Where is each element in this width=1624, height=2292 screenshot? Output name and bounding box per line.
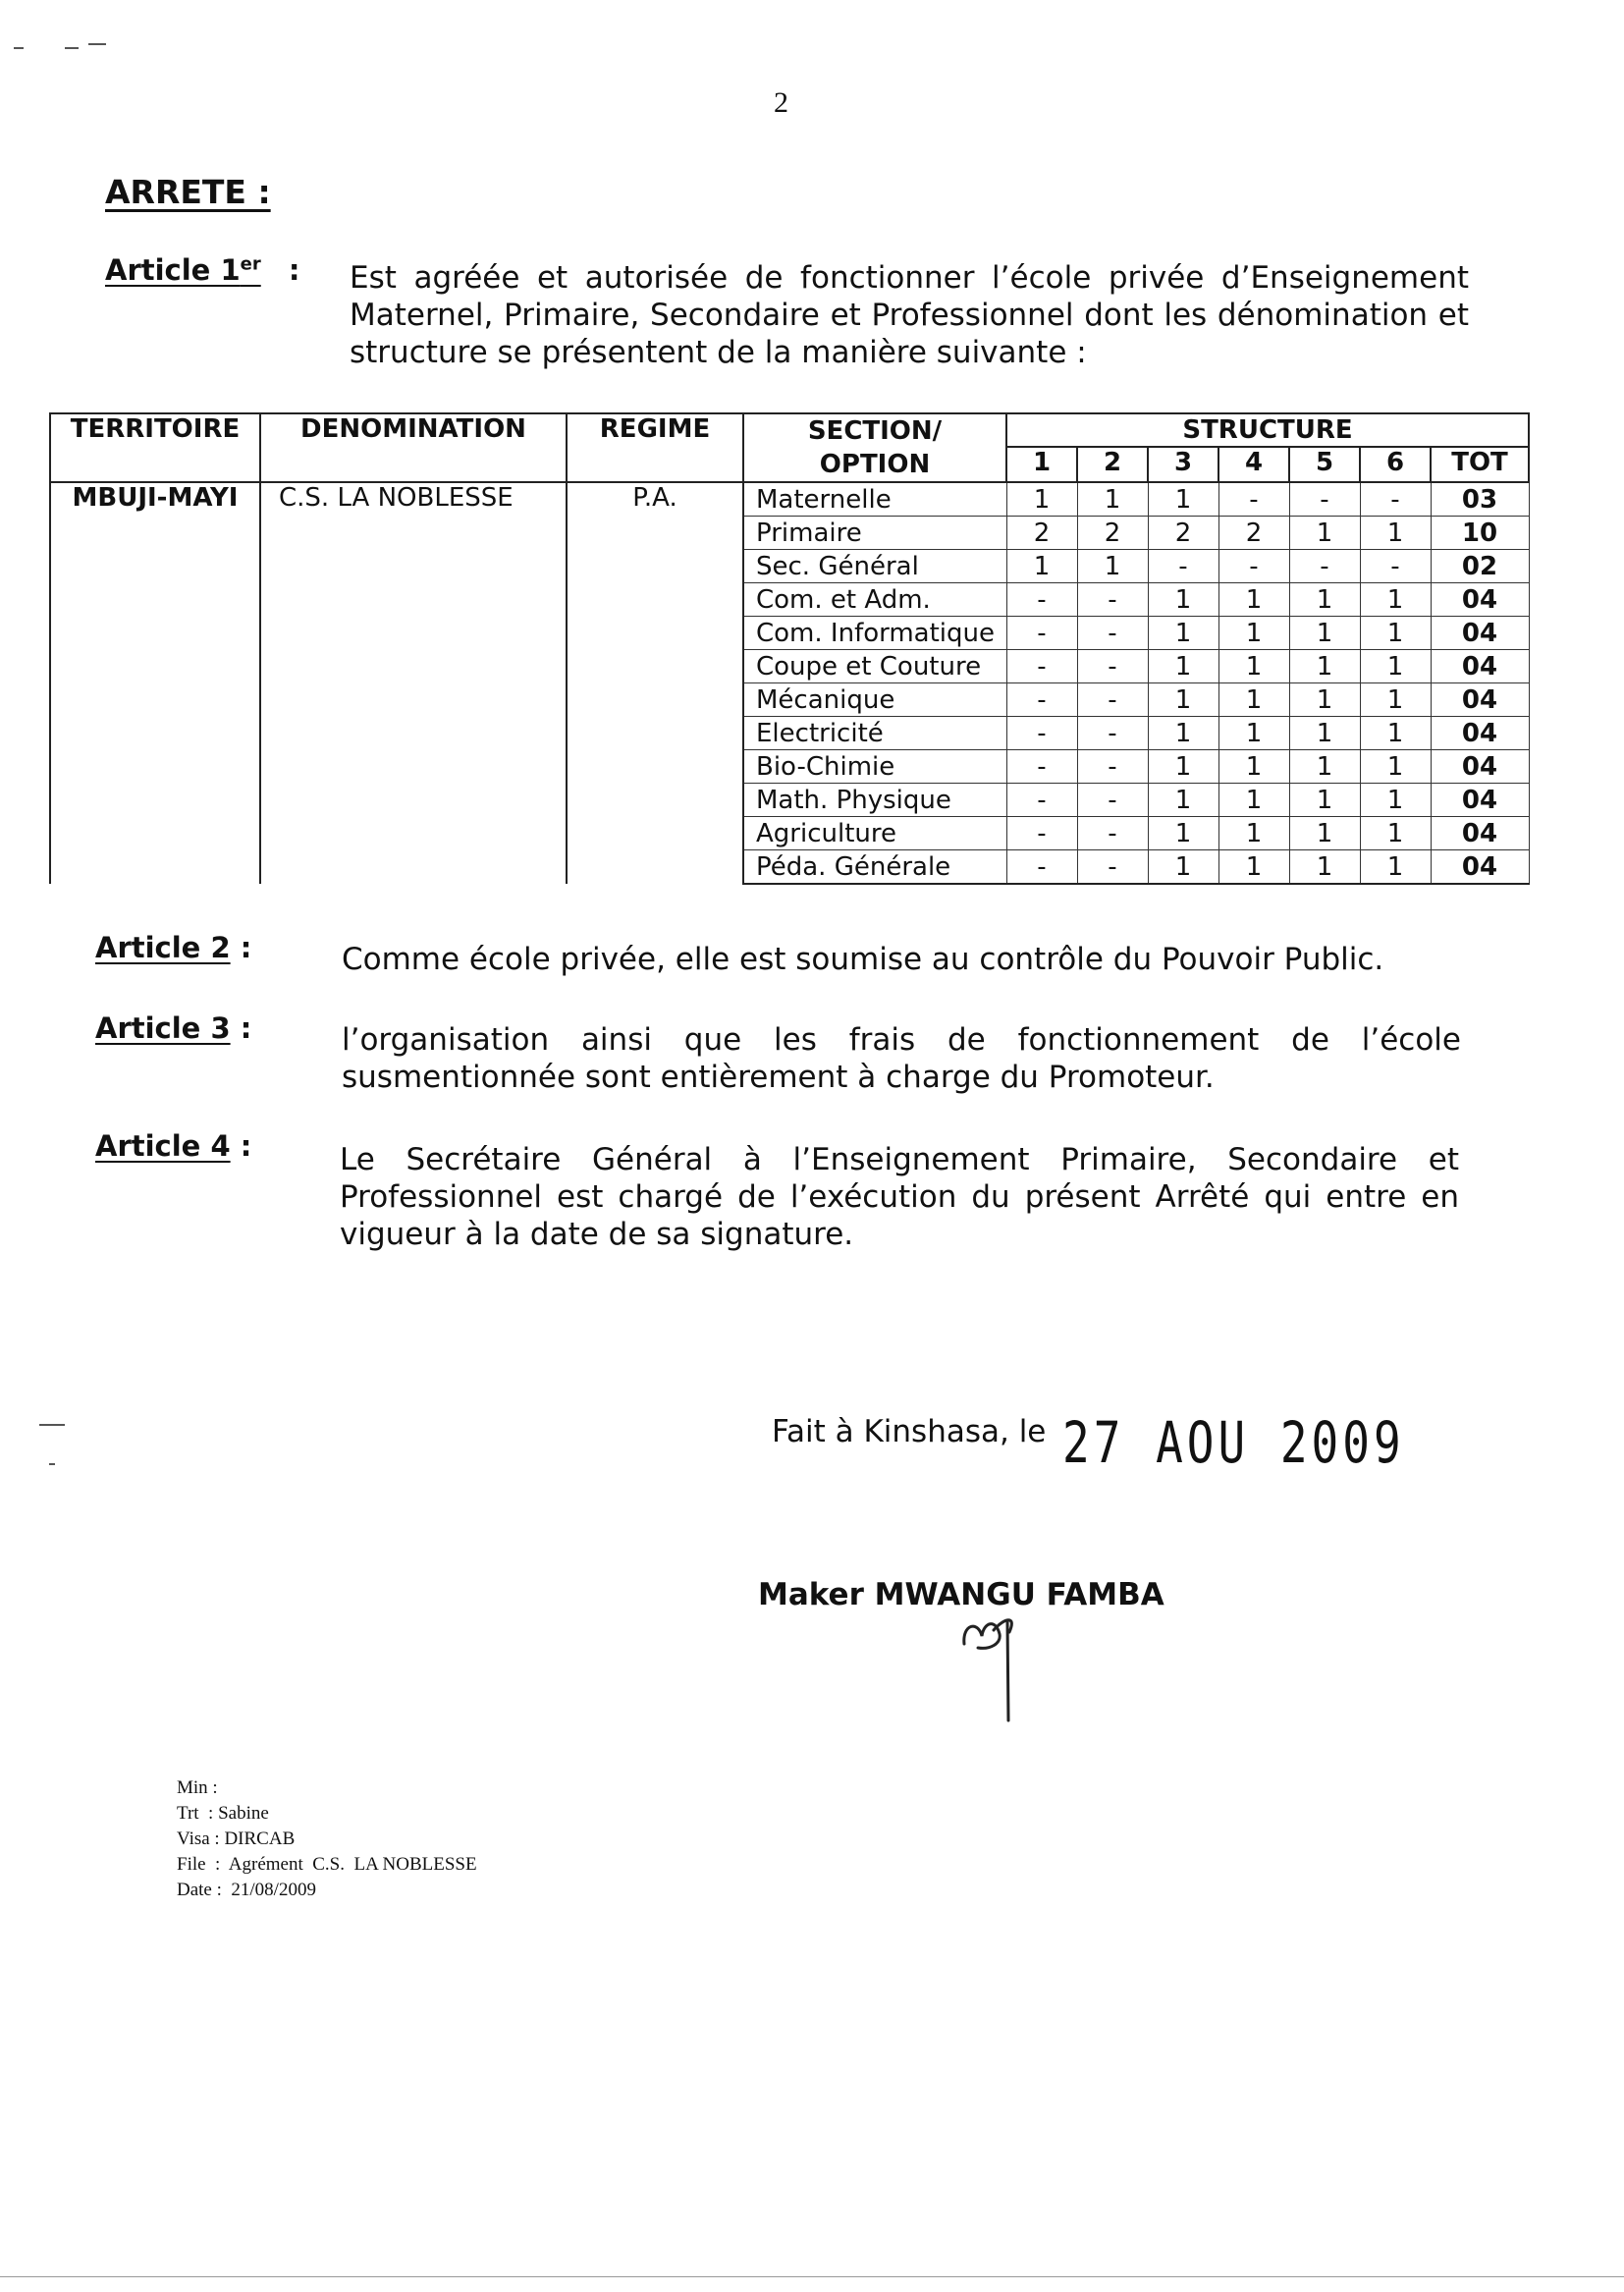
- cell-value: 1: [1360, 817, 1431, 850]
- structure-table: [49, 412, 1530, 885]
- article-2-label: Article 2 :: [95, 931, 252, 964]
- footer-notes: [177, 1775, 477, 1903]
- cell-option: Math. Physique: [743, 784, 1006, 817]
- signer-name: Maker MWANGU FAMBA: [758, 1577, 1164, 1612]
- col-header-tot: TOT: [1431, 447, 1529, 482]
- article-4-label: Article 4 :: [95, 1129, 252, 1163]
- article-4-line: Professionnel est chargé de l’exécution du présent Arrêté qui entre en: [340, 1179, 1459, 1215]
- col-header-regime: REGIME: [567, 413, 743, 482]
- cell-value: -: [1360, 482, 1431, 517]
- cell-value: 1: [1289, 850, 1360, 885]
- cell-total: 04: [1431, 784, 1529, 817]
- cell-value: -: [1077, 617, 1148, 650]
- cell-value: 1: [1360, 750, 1431, 784]
- footer-line: Date : 21/08/2009: [177, 1880, 316, 1900]
- cell-total: 04: [1431, 617, 1529, 650]
- col-header-year: 2: [1077, 447, 1148, 482]
- cell-value: 1: [1148, 583, 1218, 617]
- cell-value: 2: [1006, 517, 1077, 550]
- article-1-line: Maternel, Primaire, Secondaire et Professionnel dont les dénomination et: [350, 298, 1469, 333]
- article-3-line: susmentionnée sont entièrement à charge du Promoteur.: [342, 1060, 1215, 1095]
- cell-value: 1: [1289, 517, 1360, 550]
- cell-value: -: [1218, 550, 1289, 583]
- cell-option: Coupe et Couture: [743, 650, 1006, 683]
- article-4-line: vigueur à la date de sa signature.: [340, 1217, 854, 1252]
- cell-value: 1: [1360, 784, 1431, 817]
- scan-artifact: [88, 43, 106, 45]
- cell-value: 1: [1077, 550, 1148, 583]
- cell-denomination: C.S. LA NOBLESSE: [260, 482, 567, 884]
- article-1-line: structure se présentent de la manière suivante :: [350, 335, 1087, 370]
- cell-value: -: [1148, 550, 1218, 583]
- cell-value: 1: [1006, 482, 1077, 517]
- cell-total: 04: [1431, 850, 1529, 885]
- place-date-text: Fait à Kinshasa, le: [772, 1414, 1047, 1449]
- article-2-line: Comme école privée, elle est soumise au contrôle du Pouvoir Public.: [342, 942, 1384, 977]
- cell-regime: P.A.: [567, 482, 743, 884]
- footer-line: Min :: [177, 1777, 218, 1798]
- signature-mark: [960, 1610, 1039, 1728]
- arrete-heading: ARRETE :: [105, 173, 271, 211]
- footer-line: Visa : DIRCAB: [177, 1828, 296, 1849]
- cell-value: -: [1006, 784, 1077, 817]
- cell-value: 1: [1218, 850, 1289, 885]
- cell-value: -: [1006, 650, 1077, 683]
- page-number: 2: [774, 86, 788, 119]
- cell-value: 1: [1148, 683, 1218, 717]
- cell-territoire: MBUJI-MAYI: [50, 482, 260, 884]
- col-header-year: 6: [1360, 447, 1431, 482]
- article-3-line: l’organisation ainsi que les frais de fonctionnement de l’école: [342, 1022, 1461, 1058]
- col-header-territoire: TERRITOIRE: [50, 413, 260, 482]
- col-header-structure: STRUCTURE: [1006, 413, 1529, 447]
- article-1-text: [350, 259, 1469, 371]
- article-3-text: [342, 1021, 1461, 1096]
- scan-artifact: [65, 47, 79, 49]
- cell-value: -: [1289, 482, 1360, 517]
- cell-value: 1: [1289, 683, 1360, 717]
- footer-line: Trt : Sabine: [177, 1803, 269, 1824]
- cell-total: 10: [1431, 517, 1529, 550]
- col-header-denomination: DENOMINATION: [260, 413, 567, 482]
- cell-value: 1: [1148, 784, 1218, 817]
- cell-value: -: [1006, 617, 1077, 650]
- cell-value: 1: [1148, 650, 1218, 683]
- scan-artifact: [39, 1424, 65, 1426]
- cell-value: 1: [1289, 650, 1360, 683]
- cell-value: 1: [1289, 784, 1360, 817]
- table-row: [50, 482, 1529, 517]
- cell-value: 1: [1289, 717, 1360, 750]
- cell-total: 04: [1431, 750, 1529, 784]
- cell-value: 1: [1360, 683, 1431, 717]
- cell-value: 1: [1360, 617, 1431, 650]
- cell-value: 1: [1360, 583, 1431, 617]
- cell-value: 2: [1148, 517, 1218, 550]
- cell-value: -: [1077, 817, 1148, 850]
- col-header-year: 1: [1006, 447, 1077, 482]
- cell-value: -: [1077, 583, 1148, 617]
- cell-value: 1: [1218, 784, 1289, 817]
- cell-option: Com. Informatique: [743, 617, 1006, 650]
- cell-value: -: [1006, 717, 1077, 750]
- cell-value: 1: [1077, 482, 1148, 517]
- cell-total: 03: [1431, 482, 1529, 517]
- cell-value: 1: [1148, 817, 1218, 850]
- cell-value: 1: [1148, 750, 1218, 784]
- cell-value: -: [1077, 784, 1148, 817]
- cell-option: Com. et Adm.: [743, 583, 1006, 617]
- cell-value: 1: [1218, 717, 1289, 750]
- cell-value: -: [1006, 817, 1077, 850]
- article-4-text: [340, 1141, 1459, 1253]
- cell-option: Mécanique: [743, 683, 1006, 717]
- cell-value: 1: [1148, 850, 1218, 885]
- cell-value: 1: [1360, 850, 1431, 885]
- col-header-section: SECTION/ OPTION: [743, 413, 1006, 482]
- cell-value: 1: [1360, 650, 1431, 683]
- cell-value: -: [1289, 550, 1360, 583]
- cell-value: 1: [1218, 617, 1289, 650]
- cell-value: -: [1077, 717, 1148, 750]
- cell-value: 1: [1218, 683, 1289, 717]
- cell-value: -: [1218, 482, 1289, 517]
- cell-value: -: [1006, 583, 1077, 617]
- cell-value: 1: [1148, 617, 1218, 650]
- cell-value: 1: [1360, 717, 1431, 750]
- cell-total: 04: [1431, 650, 1529, 683]
- col-header-year: 3: [1148, 447, 1218, 482]
- cell-value: 1: [1289, 817, 1360, 850]
- article-4-line: Le Secrétaire Général à l’Enseignement Primaire, Secondaire et: [340, 1142, 1459, 1177]
- cell-value: 1: [1218, 583, 1289, 617]
- cell-value: -: [1077, 850, 1148, 885]
- article-1-line: Est agréée et autorisée de fonctionner l’école privée d’Enseignement: [350, 260, 1469, 296]
- cell-value: 1: [1218, 650, 1289, 683]
- cell-value: 1: [1218, 817, 1289, 850]
- cell-option: Péda. Générale: [743, 850, 1006, 885]
- cell-option: Sec. Général: [743, 550, 1006, 583]
- cell-value: -: [1006, 750, 1077, 784]
- article-2-text: [342, 941, 1461, 978]
- cell-value: 2: [1218, 517, 1289, 550]
- date-stamp: 27 AOU 2009: [1062, 1409, 1405, 1476]
- cell-value: 1: [1148, 482, 1218, 517]
- cell-option: Agriculture: [743, 817, 1006, 850]
- cell-option: Electricité: [743, 717, 1006, 750]
- cell-value: 1: [1360, 517, 1431, 550]
- cell-value: 1: [1006, 550, 1077, 583]
- footer-line: File : Agrément C.S. LA NOBLESSE: [177, 1854, 477, 1875]
- article-3-label: Article 3 :: [95, 1011, 252, 1045]
- col-header-year: 5: [1289, 447, 1360, 482]
- cell-option: Primaire: [743, 517, 1006, 550]
- cell-value: -: [1077, 650, 1148, 683]
- cell-total: 04: [1431, 817, 1529, 850]
- cell-option: Bio-Chimie: [743, 750, 1006, 784]
- cell-value: 1: [1289, 617, 1360, 650]
- cell-value: -: [1077, 683, 1148, 717]
- cell-total: 04: [1431, 717, 1529, 750]
- cell-value: -: [1360, 550, 1431, 583]
- cell-value: 1: [1289, 750, 1360, 784]
- cell-total: 04: [1431, 583, 1529, 617]
- cell-value: 1: [1148, 717, 1218, 750]
- col-header-year: 4: [1218, 447, 1289, 482]
- cell-value: 1: [1218, 750, 1289, 784]
- cell-value: -: [1006, 683, 1077, 717]
- scan-edge-line: [0, 2276, 1624, 2277]
- cell-value: -: [1077, 750, 1148, 784]
- cell-option: Maternelle: [743, 482, 1006, 517]
- cell-total: 04: [1431, 683, 1529, 717]
- article-1-label: Article 1er :: [105, 253, 300, 287]
- scan-artifact: [14, 47, 24, 49]
- scan-artifact: [49, 1463, 55, 1465]
- cell-total: 02: [1431, 550, 1529, 583]
- cell-value: -: [1006, 850, 1077, 885]
- cell-value: 2: [1077, 517, 1148, 550]
- cell-value: 1: [1289, 583, 1360, 617]
